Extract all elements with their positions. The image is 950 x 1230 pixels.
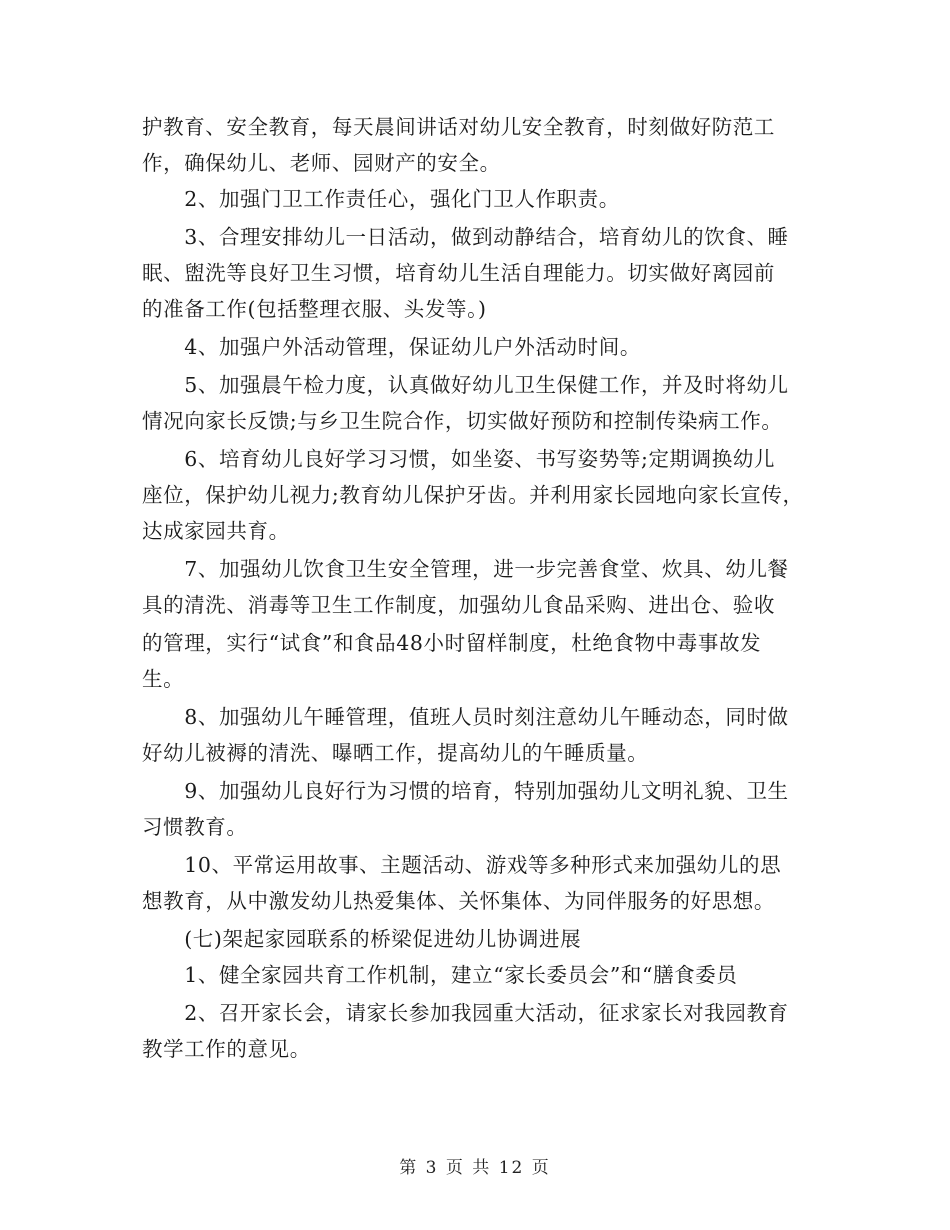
text-line: 作，确保幼儿、老师、园财产的安全。 xyxy=(142,151,501,175)
page-footer: 第 3 页 共 12 页 xyxy=(399,1158,551,1178)
text-line: 达成家园共育。 xyxy=(142,519,290,543)
text-line: 9、加强幼儿良好行为习惯的培育，特别加强幼儿文明礼貌、卫生 xyxy=(142,779,789,803)
text-line: 情况向家长反馈;与乡卫生院合作，切实做好预防和控制传染病工作。 xyxy=(142,409,783,433)
text-line: 2、召开家长会，请家长参加我园重大活动，征求家长对我园教育 xyxy=(142,1001,789,1025)
text-line: 2、加强门卫工作责任心，强化门卫人作职责。 xyxy=(142,187,620,211)
text-line: 的管理，实行“试食”和食品48小时留样制度，杜绝食物中毒事故发 xyxy=(142,631,762,655)
text-line: 7、加强幼儿饮食卫生安全管理，进一步完善食堂、炊具、幼儿餐 xyxy=(142,557,789,581)
text-line: 护教育、安全教育，每天晨间讲话对幼儿安全教育，时刻做好防范工 xyxy=(142,115,775,139)
text-line: 5、加强晨午检力度，认真做好幼儿卫生保健工作，并及时将幼儿 xyxy=(142,373,789,397)
section-heading: (七)架起家园联系的桥梁促进幼儿协调进展 xyxy=(142,927,582,951)
text-line: 4、加强户外活动管理，保证幼儿户外活动时间。 xyxy=(142,335,641,359)
text-line: 习惯教育。 xyxy=(142,815,248,839)
text-line: 想教育，从中激发幼儿热爱集体、关怀集体、为同伴服务的好思想。 xyxy=(142,889,775,913)
text-line: 8、加强幼儿午睡管理，值班人员时刻注意幼儿午睡动态，同时做 xyxy=(142,705,789,729)
text-line: 好幼儿被褥的清洗、曝晒工作，提高幼儿的午睡质量。 xyxy=(142,741,649,765)
text-line: 3、合理安排幼儿一日活动，做到动静结合，培育幼儿的饮食、睡 xyxy=(142,225,789,249)
text-line: 生。 xyxy=(142,667,185,691)
text-line: 10、平常运用故事、主题活动、游戏等多种形式来加强幼儿的思 xyxy=(142,853,782,877)
text-line: 1、健全家园共育工作机制，建立“家长委员会”和“膳食委员 xyxy=(142,963,738,987)
text-line: 座位，保护幼儿视力;教育幼儿保护牙齿。并利用家长园地向家长宣传， xyxy=(142,483,804,507)
text-line: 6、培育幼儿良好学习习惯，如坐姿、书写姿势等;定期调换幼儿 xyxy=(142,447,776,471)
text-line: 的准备工作(包括整理衣服、头发等。) xyxy=(142,297,487,321)
text-line: 眠、盥洗等良好卫生习惯，培育幼儿生活自理能力。切实做好离园前 xyxy=(142,261,775,285)
text-line: 教学工作的意见。 xyxy=(142,1037,311,1061)
text-line: 具的清洗、消毒等卫生工作制度，加强幼儿食品采购、进出仓、验收 xyxy=(142,593,775,617)
